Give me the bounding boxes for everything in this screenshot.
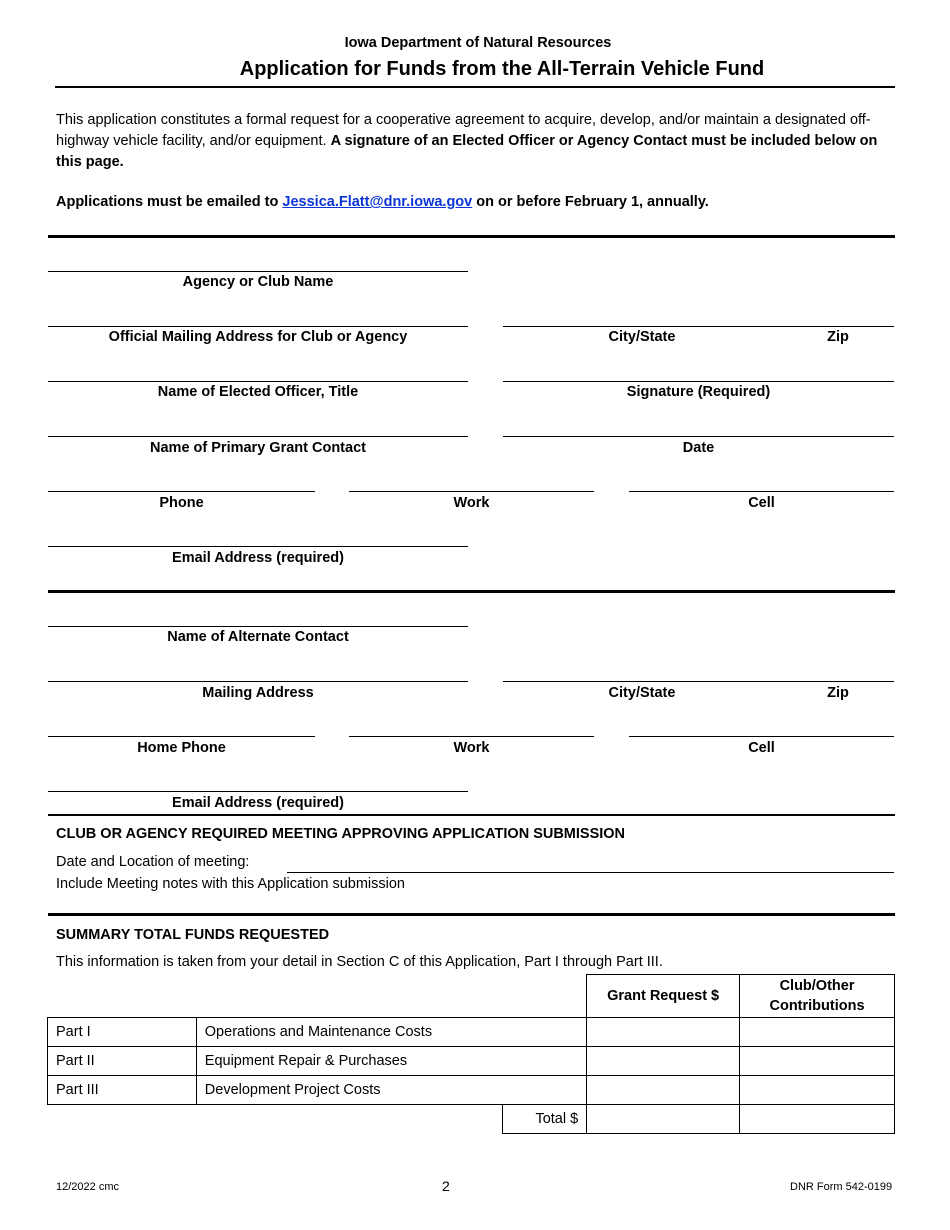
mailing-address-label: Official Mailing Address for Club or Agency <box>108 329 408 345</box>
elected-officer-label: Name of Elected Officer, Title <box>157 384 359 400</box>
grant-request-input[interactable] <box>587 1018 740 1047</box>
alternate-cell-phone-field[interactable] <box>629 736 894 737</box>
page-number: 2 <box>442 1178 450 1194</box>
alternate-name-field[interactable] <box>48 626 468 627</box>
alternate-work-phone-label: Work <box>453 740 490 756</box>
email-label: Email Address (required) <box>172 550 344 566</box>
alternate-zip-label: Zip <box>827 685 849 701</box>
total-row <box>48 1105 895 1134</box>
table-row <box>48 1047 895 1076</box>
total-label: Total $ <box>503 1105 587 1134</box>
club-contributions-header: Club/Other Contributions <box>740 975 895 1018</box>
alternate-email-field[interactable] <box>48 791 468 792</box>
work-phone-field[interactable] <box>349 491 594 492</box>
cell-phone-label: Cell <box>748 495 775 511</box>
alternate-cell-phone-label: Cell <box>748 740 775 756</box>
cell-phone-field[interactable] <box>629 491 894 492</box>
email-instructions <box>56 194 709 210</box>
club-contribution-input[interactable] <box>740 1047 895 1076</box>
email-link[interactable]: Jessica.Flatt@dnr.iowa.gov <box>282 194 473 210</box>
alternate-home-phone-label: Home Phone <box>137 740 226 756</box>
summary-note: This information is taken from your detail in Section C of this Application, Part I through Part III. <box>56 954 663 970</box>
grant-request-input[interactable] <box>587 1047 740 1076</box>
alternate-city-state-zip-field[interactable] <box>503 681 894 682</box>
agency-name-label: Agency or Club Name <box>182 274 334 290</box>
club-contribution-input[interactable] <box>740 1018 895 1047</box>
date-field[interactable] <box>503 436 894 437</box>
title-underline <box>55 86 895 88</box>
intro-text: This application constitutes a formal request for a cooperative agreement to acquire, develop, and/or maintain a designated off-highway vehicle facility, and/or equipment. <box>56 112 871 149</box>
mailing-address-field[interactable] <box>48 326 468 327</box>
footer-date-code: 12/2022 cmc <box>56 1181 119 1193</box>
email-prefix: Applications must be emailed to <box>56 194 283 210</box>
club-total-input[interactable] <box>740 1105 895 1134</box>
grant-request-header: Grant Request $ <box>587 975 740 1018</box>
grant-contact-label: Name of Primary Grant Contact <box>150 440 366 456</box>
city-state-label: City/State <box>608 329 676 345</box>
club-contribution-input[interactable] <box>740 1076 895 1105</box>
work-phone-label: Work <box>453 495 490 511</box>
date-label: Date <box>682 440 715 456</box>
grant-contact-field[interactable] <box>48 436 468 437</box>
summary-heading: SUMMARY TOTAL FUNDS REQUESTED <box>56 927 330 943</box>
alternate-city-state-label: City/State <box>608 685 676 701</box>
part-cell: Part II <box>48 1047 197 1076</box>
intro-paragraph <box>56 110 896 173</box>
signature-label: Signature (Required) <box>626 384 771 400</box>
page-title: Application for Funds from the All-Terrain Vehicle Fund <box>239 58 765 80</box>
section-divider <box>48 814 895 816</box>
grant-total-input[interactable] <box>587 1105 740 1134</box>
agency-name-field[interactable] <box>48 271 468 272</box>
part-cell: Part I <box>48 1018 197 1047</box>
zip-label: Zip <box>827 329 849 345</box>
alternate-name-label: Name of Alternate Contact <box>167 629 349 645</box>
grant-request-input[interactable] <box>587 1076 740 1105</box>
alternate-home-phone-field[interactable] <box>48 736 315 737</box>
meeting-heading: CLUB OR AGENCY REQUIRED MEETING APPROVING APPLICATION SUBMISSION <box>56 826 626 842</box>
summary-header-row <box>48 975 895 1018</box>
intro-signature-note: A signature of an Elected Officer or Agency Contact must be included below on this page. <box>56 133 878 170</box>
table-row <box>48 1018 895 1047</box>
elected-officer-field[interactable] <box>48 381 468 382</box>
alternate-work-phone-field[interactable] <box>349 736 594 737</box>
form-number: DNR Form 542-0199 <box>790 1181 893 1193</box>
department-name: Iowa Department of Natural Resources <box>344 35 612 51</box>
meeting-notes-instruction: Include Meeting notes with this Application submission <box>56 876 405 892</box>
description-cell: Equipment Repair & Purchases <box>196 1047 586 1076</box>
part-cell: Part III <box>48 1076 197 1105</box>
section-divider <box>48 590 895 593</box>
alternate-email-label: Email Address (required) <box>172 795 344 811</box>
city-state-zip-field[interactable] <box>503 326 894 327</box>
section-divider <box>48 913 895 916</box>
meeting-date-location-field[interactable] <box>287 872 894 873</box>
description-cell: Operations and Maintenance Costs <box>196 1018 586 1047</box>
phone-field[interactable] <box>48 491 315 492</box>
summary-table <box>47 974 895 1134</box>
alternate-address-label: Mailing Address <box>202 685 314 701</box>
phone-label: Phone <box>159 495 204 511</box>
meeting-date-location-label: Date and Location of meeting: <box>56 854 250 870</box>
table-row <box>48 1076 895 1105</box>
email-suffix: on or before February 1, annually. <box>472 194 709 210</box>
description-cell: Development Project Costs <box>196 1076 586 1105</box>
alternate-address-field[interactable] <box>48 681 468 682</box>
email-field[interactable] <box>48 546 468 547</box>
signature-field[interactable] <box>503 381 894 382</box>
section-divider <box>48 235 895 238</box>
